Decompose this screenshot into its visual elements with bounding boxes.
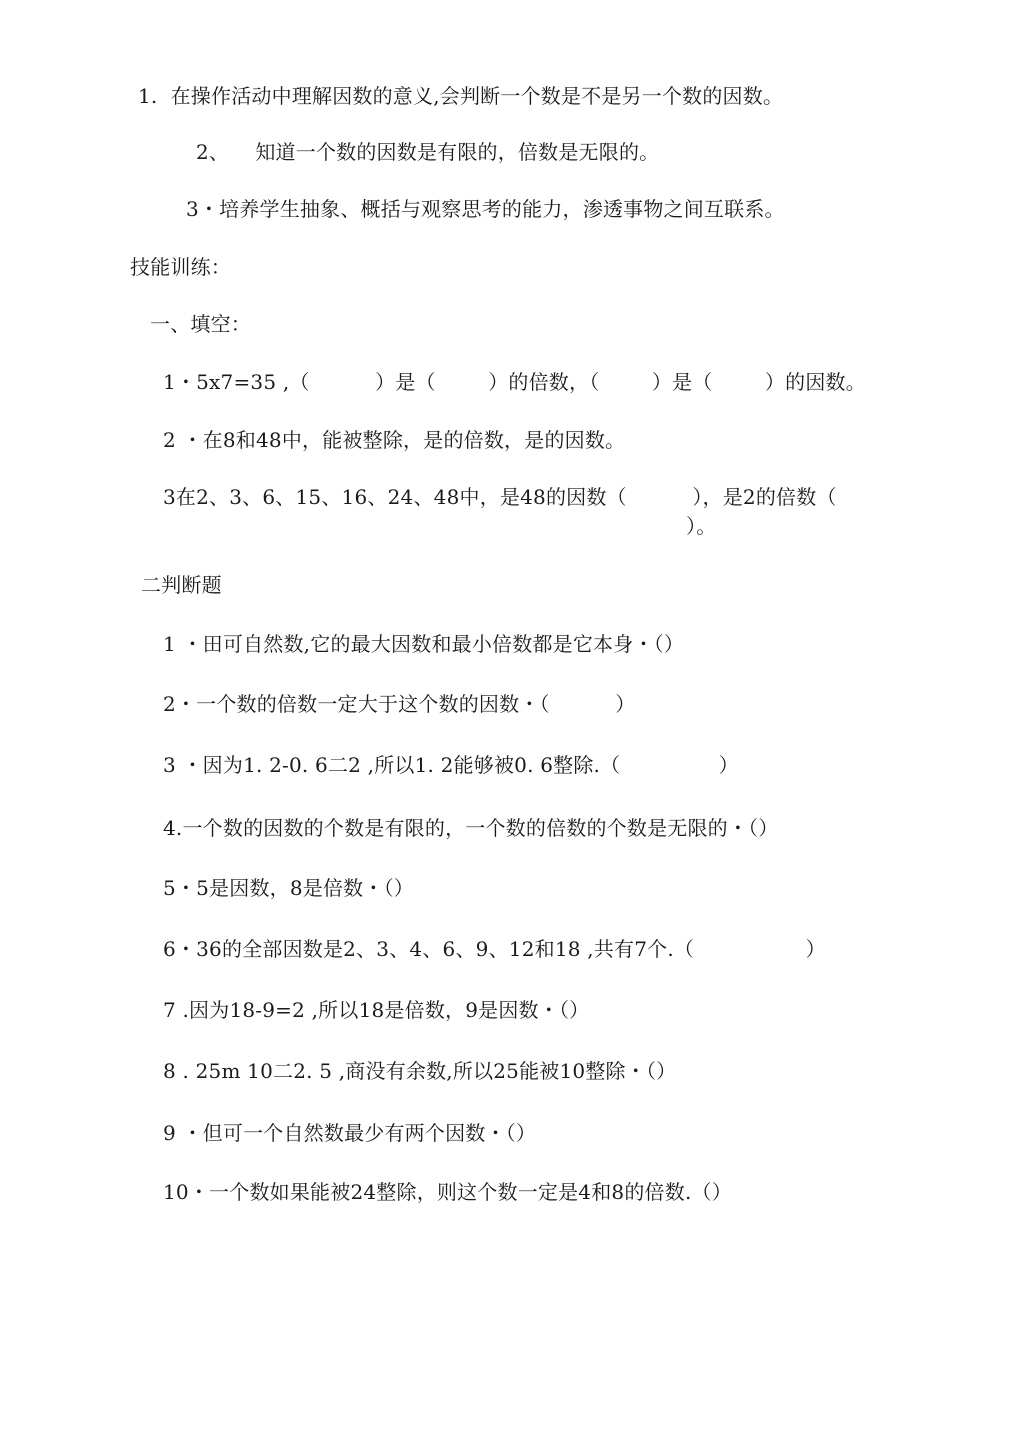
judgement-q6: 6・36的全部因数是2、3、4、6、9、12和18 ,共有7个.（ ） <box>163 937 826 961</box>
judgement-q10: 10・一个数如果能被24整除，则这个数一定是4和8的倍数.（） <box>163 1180 732 1204</box>
judgement-q2: 2・一个数的倍数一定大于这个数的因数・（ ） <box>163 692 636 716</box>
fill-blank-title: 一、填空： <box>150 312 251 336</box>
objective-1: 1. 在操作活动中理解因数的意义,会判断一个数是不是另一个数的因数。 <box>138 84 784 108</box>
fill-blank-q1: 1・5x7=35 ,（ ）是（ ）的倍数，（ ）是（ ）的因数。 <box>163 370 866 394</box>
judgement-q4: 4.一个数的因数的个数是有限的，一个数的倍数的个数是无限的・（） <box>163 816 779 840</box>
judgement-q8: 8 . 25m 10二2. 5 ,商没有余数,所以25能被10整除・（） <box>163 1059 677 1083</box>
judgement-q3: 3 ・因为1. 2-0. 6二2 ,所以1. 2能够被0. 6整除.（ ） <box>163 753 739 777</box>
fill-blank-q3-line2: ）。 <box>686 514 717 538</box>
judgement-q7: 7 .因为18-9=2 ,所以18是倍数，9是因数・（） <box>163 998 590 1022</box>
fill-blank-q2: 2 ・在8和48中，能被整除，是的倍数，是的因数。 <box>163 428 626 452</box>
judgement-q5: 5・5是因数，8是倍数・（） <box>163 876 414 900</box>
judgement-title: 二判断题 <box>141 573 222 597</box>
objective-3: 3・培养学生抽象、概括与观察思考的能力，渗透事物之间互联系。 <box>186 197 785 221</box>
judgement-q1: 1 ・田可自然数,它的最大因数和最小倍数都是它本身・（） <box>163 632 685 656</box>
judgement-q9: 9 ・但可一个自然数最少有两个因数・（） <box>163 1121 537 1145</box>
fill-blank-q3-line1: 3在2、3、6、15、16、24、48中，是48的因数（ ），是2的倍数（ <box>163 485 837 509</box>
objective-2: 2、 知道一个数的因数是有限的，倍数是无限的。 <box>196 140 660 164</box>
skills-title: 技能训练： <box>130 255 231 279</box>
